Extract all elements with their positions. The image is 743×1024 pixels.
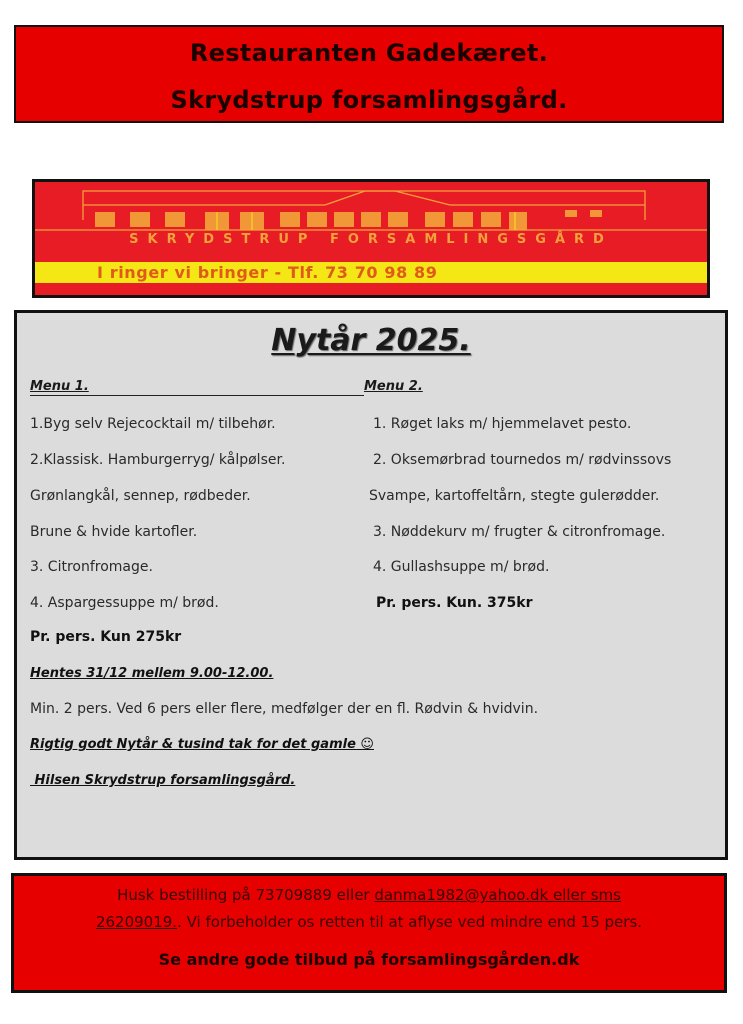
cancellation-note: . Vi forbeholder os retten til at aflyse ved mindre end 15 pers.: [177, 913, 643, 931]
signature: Hilsen Skrydstrup forsamlingsgård.: [30, 773, 296, 788]
order-info-line2: [14, 913, 724, 931]
website-promo: Se andre gode tilbud på forsamlingsgården.dk: [158, 950, 580, 969]
menu2-heading: Menu 2.: [364, 379, 423, 394]
menu2-item: 3. Nøddekurv m/ frugter & citronfromage.: [373, 524, 666, 540]
menu1-item: 1.Byg selv Rejecocktail m/ tilbehør.: [30, 416, 276, 432]
venue-logo: [32, 179, 710, 298]
footer-banner: [11, 873, 727, 993]
sms-number-link[interactable]: 26209019.: [95, 913, 178, 931]
header-banner: [14, 25, 724, 123]
menu2-item: 2. Oksemørbrad tournedos m/ rødvinssovs: [373, 452, 672, 468]
pickup-info: Hentes 31/12 mellem 9.00-12.00.: [30, 666, 274, 681]
menu2-item: 4. Gullashsuppe m/ brød.: [373, 559, 550, 575]
greeting: Rigtig godt Nytår & tusind tak for det gamle ☺: [30, 737, 374, 752]
order-info-text: Husk bestilling på 73709889 eller: [117, 886, 375, 904]
menu1-item: 2.Klassisk. Hamburgerryg/ kålpølser.: [30, 452, 286, 468]
wine-note: Min. 2 pers. Ved 6 pers eller flere, medfølger der en fl. Rødvin & hvidvin.: [30, 701, 539, 717]
logo-tagline: I ringer vi bringer - Tlf. 73 70 98 89: [97, 263, 438, 282]
menu1-heading: Menu 1.: [30, 379, 89, 394]
menu2-item: Svampe, kartoffeltårn, stegte gulerødder.: [369, 488, 660, 504]
menu2-item: 1. Røget laks m/ hjemmelavet pesto.: [373, 416, 632, 432]
logo-wordmark: SKRYDSTRUP FORSAMLINGSGÅRD: [129, 232, 613, 247]
menu1-item: 4. Aspargessuppe m/ brød.: [30, 595, 219, 611]
menu1-item: Brune & hvide kartofler.: [30, 524, 198, 540]
menu2-price: Pr. pers. Kun. 375kr: [376, 595, 533, 611]
email-link[interactable]: danma1982@yahoo.dk eller sms: [374, 886, 621, 904]
venue-name: Skrydstrup forsamlingsgård.: [170, 86, 568, 114]
menu-panel: [14, 310, 728, 860]
heading-divider: [30, 395, 364, 396]
menu-title: Nytår 2025.: [271, 323, 471, 358]
menu1-item: 3. Citronfromage.: [30, 559, 153, 575]
restaurant-name: Restauranten Gadekæret.: [189, 39, 549, 67]
menu1-price: Pr. pers. Kun 275kr: [30, 629, 182, 645]
order-info-line1: [14, 886, 724, 904]
menu1-item: Grønlangkål, sennep, rødbeder.: [30, 488, 251, 504]
building-outline-icon: [35, 182, 707, 262]
